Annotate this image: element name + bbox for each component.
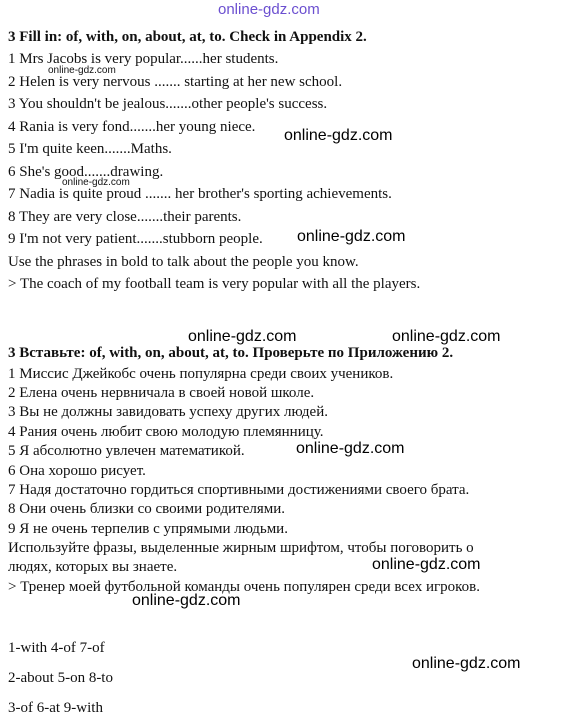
russian-item-2: 2 Елена очень нервничала в своей новой школе.: [8, 385, 315, 401]
english-item-5: 5 I'm quite keen.......Maths.: [8, 141, 172, 157]
english-item-9: 9 I'm not very patient.......stubborn people.: [8, 231, 263, 247]
watermark-1: online-gdz.com: [284, 127, 393, 144]
english-item-4: 4 Rania is very fond.......her young niece.: [8, 119, 256, 135]
english-item-6: 6 She's good.......drawing.: [8, 164, 164, 180]
watermark-4: online-gdz.com: [392, 328, 501, 345]
russian-item-9: 9 Я не очень терпелив с упрямыми людьми.: [8, 521, 288, 537]
watermark-8: online-gdz.com: [412, 655, 521, 672]
english-item-1: 1 Mrs Jacobs is very popular......her students.: [8, 51, 279, 67]
watermark-2: online-gdz.com: [297, 228, 406, 245]
russian-item-4: 4 Рания очень любит свою молодую племянницу.: [8, 424, 324, 440]
russian-item-6: 6 Она хорошо рисует.: [8, 463, 146, 479]
english-item-3: 3 You shouldn't be jealous.......other people's success.: [8, 96, 328, 112]
watermark-3: online-gdz.com: [188, 328, 297, 345]
russian-exercise-title: 3 Вставьте: of, with, on, about, at, to. Проверьте по Приложению 2.: [8, 345, 454, 361]
watermark-7: online-gdz.com: [132, 592, 241, 609]
answer-line-3: 3-of 6-at 9-with: [8, 700, 103, 716]
watermark-5: online-gdz.com: [296, 440, 405, 457]
english-instruction: Use the phrases in bold to talk about the people you know.: [8, 254, 359, 270]
russian-item-8: 8 Они очень близки со своими родителями.: [8, 501, 286, 517]
watermark-6: online-gdz.com: [372, 556, 481, 573]
russian-item-1: 1 Миссис Джейкобс очень популярна среди своих учеников.: [8, 366, 394, 382]
watermark-small-1: online-gdz.com: [48, 65, 116, 76]
answer-line-1: 1-with 4-of 7-of: [8, 640, 105, 656]
answer-line-2: 2-about 5-on 8-to: [8, 670, 113, 686]
english-example: > The coach of my football team is very popular with all the players.: [8, 276, 421, 292]
russian-item-3: 3 Вы не должны завидовать успеху других людей.: [8, 404, 328, 420]
english-exercise-title: 3 Fill in: of, with, on, about, at, to. Check in Appendix 2.: [8, 29, 367, 45]
russian-item-5: 5 Я абсолютно увлечен математикой.: [8, 443, 245, 459]
russian-item-7: 7 Надя достаточно гордиться спортивными достижениями своего брата.: [8, 482, 470, 498]
english-item-2: 2 Helen is very nervous ....... starting at her new school.: [8, 74, 343, 90]
english-item-7: 7 Nadia is quite proud ....... her brother's sporting achievements.: [8, 186, 392, 202]
russian-instruction-line-2: людях, которых вы знаете.: [8, 559, 178, 575]
watermark-small-2: online-gdz.com: [62, 177, 130, 188]
russian-example: > Тренер моей футбольной команды очень популярен среди всех игроков.: [8, 579, 481, 595]
russian-instruction-line-1: Используйте фразы, выделенные жирным шрифтом, чтобы поговорить о: [8, 540, 474, 556]
header-watermark: online-gdz.com: [218, 1, 320, 18]
english-item-8: 8 They are very close.......their parents.: [8, 209, 242, 225]
